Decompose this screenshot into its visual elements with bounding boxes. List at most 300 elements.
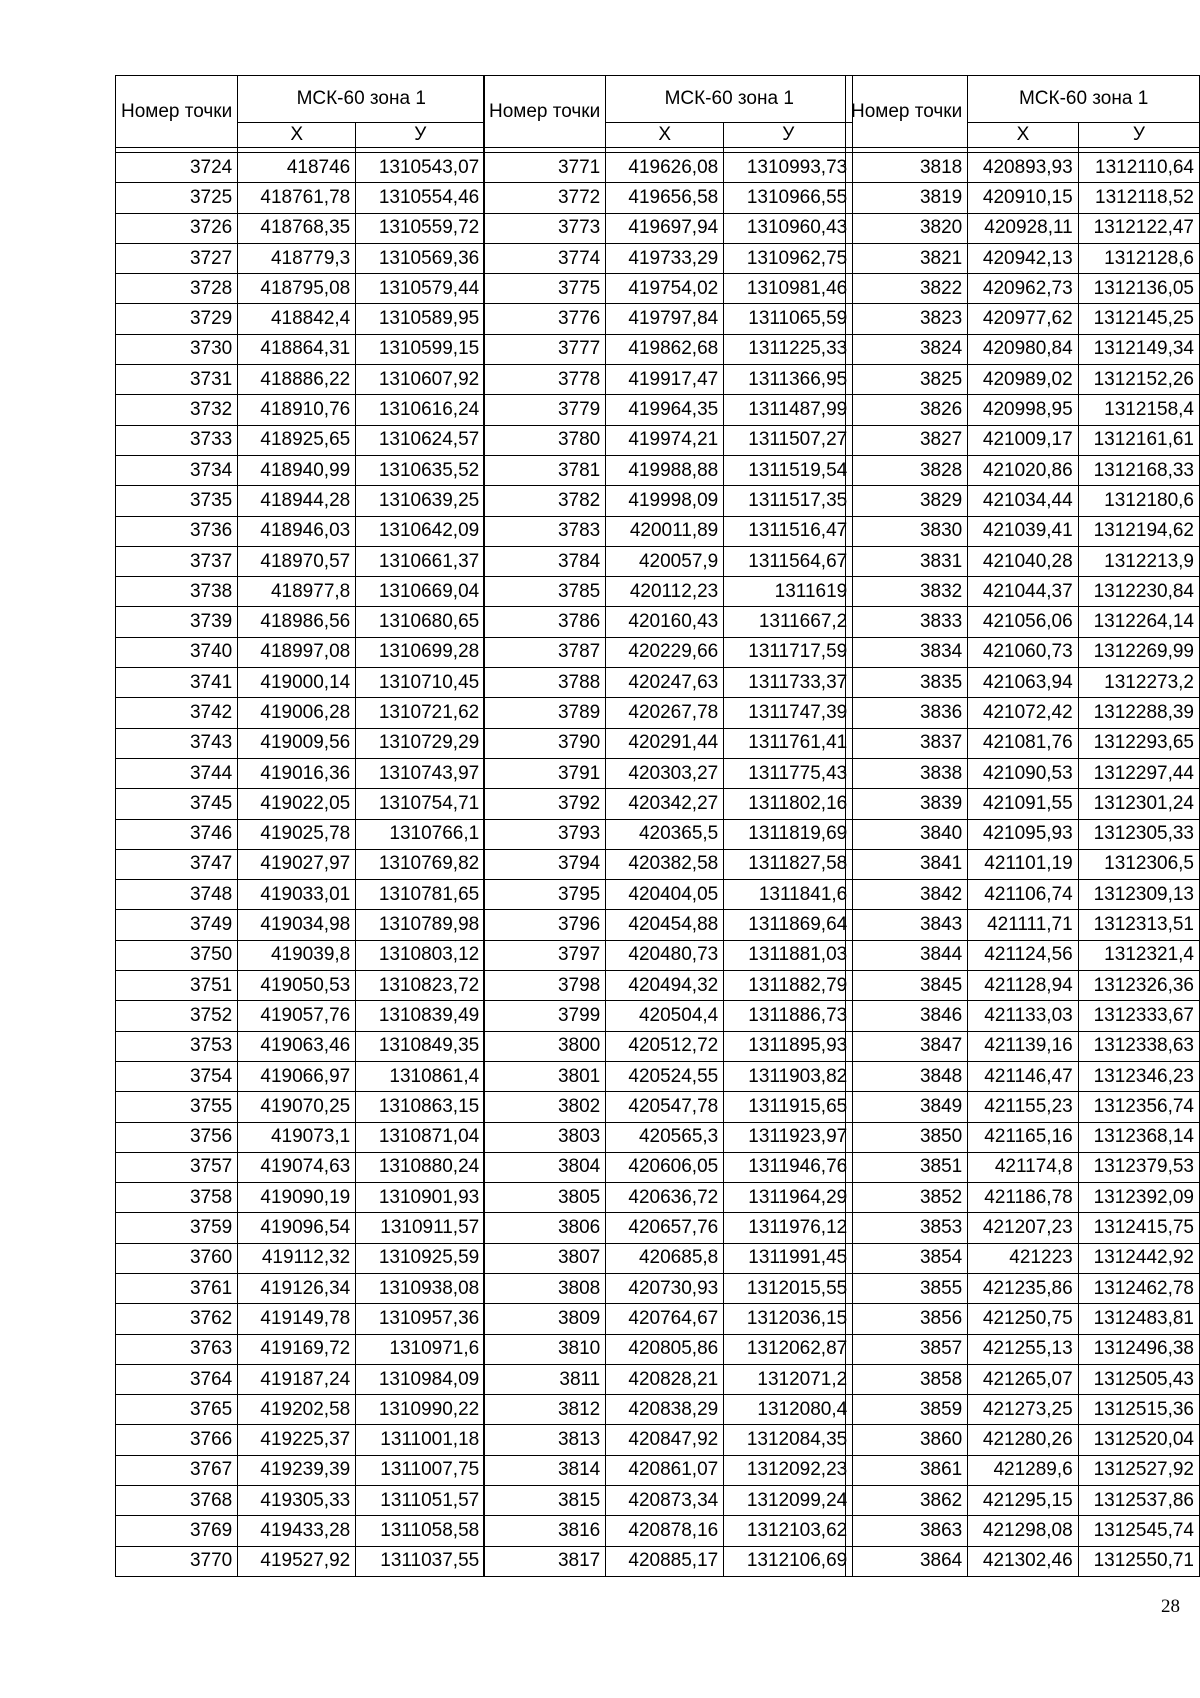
x-coordinate-cell: 421273,25 <box>968 1395 1078 1425</box>
point-number-cell: 3822 <box>846 274 968 304</box>
y-coordinate-cell: 1312071,2 <box>724 1364 853 1394</box>
table-row <box>846 1425 1200 1455</box>
y-coordinate-cell: 1312230,84 <box>1078 577 1199 607</box>
table-row <box>846 1122 1200 1152</box>
x-coordinate-cell: 419998,09 <box>606 486 724 516</box>
table-row <box>846 455 1200 485</box>
coordinate-system-header: МСК-60 зона 1 <box>238 76 485 123</box>
x-coordinate-cell: 421235,86 <box>968 1273 1078 1303</box>
y-coordinate-cell: 1311886,73 <box>724 1001 853 1031</box>
x-coordinate-cell: 418986,56 <box>238 607 356 637</box>
coordinate-system-header: МСК-60 зона 1 <box>606 76 853 123</box>
y-coordinate-cell: 1310966,55 <box>724 183 853 213</box>
point-number-cell: 3856 <box>846 1304 968 1334</box>
x-coordinate-cell: 421289,6 <box>968 1455 1078 1485</box>
point-number-cell: 3727 <box>116 243 238 273</box>
table-row <box>484 153 853 183</box>
y-coordinate-cell: 1310849,35 <box>356 1031 485 1061</box>
table-row <box>116 819 485 849</box>
x-coordinate-cell: 420494,32 <box>606 971 724 1001</box>
point-number-cell: 3755 <box>116 1092 238 1122</box>
point-number-cell: 3849 <box>846 1092 968 1122</box>
y-coordinate-cell: 1310559,72 <box>356 213 485 243</box>
point-number-cell: 3809 <box>484 1304 606 1334</box>
x-coordinate-cell: 421101,19 <box>968 849 1078 879</box>
x-coordinate-cell: 420910,15 <box>968 183 1078 213</box>
point-number-cell: 3832 <box>846 577 968 607</box>
y-coordinate-cell: 1312379,53 <box>1078 1152 1199 1182</box>
x-coordinate-cell: 419066,97 <box>238 1061 356 1091</box>
x-coordinate-cell: 421255,13 <box>968 1334 1078 1364</box>
table-row <box>484 819 853 849</box>
x-coordinate-cell: 418925,65 <box>238 425 356 455</box>
table-row <box>484 1183 853 1213</box>
table-row <box>484 1152 853 1182</box>
table-row <box>846 365 1200 395</box>
x-coordinate-cell: 418977,8 <box>238 577 356 607</box>
y-coordinate-cell: 1312149,34 <box>1078 334 1199 364</box>
x-coordinate-cell: 421146,47 <box>968 1061 1078 1091</box>
x-coordinate-cell: 419225,37 <box>238 1425 356 1455</box>
y-coordinate-cell: 1310699,28 <box>356 637 485 667</box>
point-number-cell: 3864 <box>846 1546 968 1576</box>
y-coordinate-cell: 1310839,49 <box>356 1001 485 1031</box>
table-row <box>484 668 853 698</box>
x-coordinate-cell: 418768,35 <box>238 213 356 243</box>
x-coordinate-cell: 418910,76 <box>238 395 356 425</box>
table-row <box>484 1455 853 1485</box>
table-row <box>846 971 1200 1001</box>
table-row <box>116 940 485 970</box>
table-row <box>846 1001 1200 1031</box>
point-number-cell: 3806 <box>484 1213 606 1243</box>
y-coordinate-cell: 1311841,6 <box>724 880 853 910</box>
table-row <box>484 728 853 758</box>
point-number-cell: 3765 <box>116 1395 238 1425</box>
y-coordinate-cell: 1312099,24 <box>724 1486 853 1516</box>
y-coordinate-cell: 1311991,45 <box>724 1243 853 1273</box>
point-number-cell: 3761 <box>116 1273 238 1303</box>
x-coordinate-cell: 419034,98 <box>238 910 356 940</box>
table-row <box>846 274 1200 304</box>
x-coordinate-cell: 419073,1 <box>238 1122 356 1152</box>
x-coordinate-cell: 421302,46 <box>968 1546 1078 1576</box>
table-row <box>484 425 853 455</box>
x-coordinate-cell: 419039,8 <box>238 940 356 970</box>
y-coordinate-cell: 1312442,92 <box>1078 1243 1199 1273</box>
table-row <box>484 334 853 364</box>
point-number-cell: 3792 <box>484 789 606 819</box>
table-body <box>116 153 485 1577</box>
table-row <box>484 1092 853 1122</box>
x-coordinate-cell: 421090,53 <box>968 758 1078 788</box>
table-row <box>846 334 1200 364</box>
table-row <box>116 1183 485 1213</box>
y-coordinate-cell: 1312128,6 <box>1078 243 1199 273</box>
table-row <box>116 1304 485 1334</box>
point-number-cell: 3817 <box>484 1546 606 1576</box>
point-number-cell: 3742 <box>116 698 238 728</box>
y-coordinate-cell: 1312136,05 <box>1078 274 1199 304</box>
y-coordinate-cell: 1310589,95 <box>356 304 485 334</box>
table-row <box>116 1273 485 1303</box>
y-coordinate-cell: 1311517,35 <box>724 486 853 516</box>
table-row <box>846 789 1200 819</box>
table-row <box>484 1516 853 1546</box>
y-coordinate-cell: 1310639,25 <box>356 486 485 516</box>
y-coordinate-cell: 1310616,24 <box>356 395 485 425</box>
x-coordinate-cell: 418970,57 <box>238 546 356 576</box>
table-row <box>484 1486 853 1516</box>
y-coordinate-cell: 1311507,27 <box>724 425 853 455</box>
table-row <box>116 213 485 243</box>
y-coordinate-cell: 1310624,57 <box>356 425 485 455</box>
y-coordinate-cell: 1312321,4 <box>1078 940 1199 970</box>
y-coordinate-cell: 1312527,92 <box>1078 1455 1199 1485</box>
table-row <box>484 1364 853 1394</box>
point-number-cell: 3807 <box>484 1243 606 1273</box>
table-row <box>846 1486 1200 1516</box>
point-number-cell: 3826 <box>846 395 968 425</box>
x-coordinate-cell: 420885,17 <box>606 1546 724 1576</box>
y-coordinate-cell: 1312103,62 <box>724 1516 853 1546</box>
x-coordinate-cell: 420861,07 <box>606 1455 724 1485</box>
y-coordinate-cell: 1311051,57 <box>356 1486 485 1516</box>
y-coordinate-cell: 1310766,1 <box>356 819 485 849</box>
x-coordinate-cell: 419733,29 <box>606 243 724 273</box>
x-coordinate-cell: 420989,02 <box>968 365 1078 395</box>
table-row <box>846 1031 1200 1061</box>
y-coordinate-cell: 1310789,98 <box>356 910 485 940</box>
x-coordinate-cell: 420657,76 <box>606 1213 724 1243</box>
table-row <box>116 1425 485 1455</box>
point-number-cell: 3855 <box>846 1273 968 1303</box>
y-coordinate-cell: 1312194,62 <box>1078 516 1199 546</box>
table-row <box>116 425 485 455</box>
table-row <box>116 1031 485 1061</box>
point-number-cell: 3739 <box>116 607 238 637</box>
x-coordinate-cell: 419187,24 <box>238 1364 356 1394</box>
point-number-cell: 3754 <box>116 1061 238 1091</box>
x-coordinate-cell: 421091,55 <box>968 789 1078 819</box>
x-coordinate-cell: 419988,88 <box>606 455 724 485</box>
table-body <box>484 153 853 1577</box>
y-coordinate-cell: 1312288,39 <box>1078 698 1199 728</box>
x-coordinate-cell: 419862,68 <box>606 334 724 364</box>
point-number-cell: 3790 <box>484 728 606 758</box>
point-number-cell: 3851 <box>846 1152 968 1182</box>
y-coordinate-cell: 1310960,43 <box>724 213 853 243</box>
table-row <box>116 1546 485 1576</box>
point-number-cell: 3804 <box>484 1152 606 1182</box>
x-coordinate-cell: 420512,72 <box>606 1031 724 1061</box>
point-number-cell: 3793 <box>484 819 606 849</box>
x-coordinate-cell: 419239,39 <box>238 1455 356 1485</box>
table-row <box>484 607 853 637</box>
x-coordinate-cell: 419917,47 <box>606 365 724 395</box>
table-row <box>116 1516 485 1546</box>
x-coordinate-cell: 420685,8 <box>606 1243 724 1273</box>
table-body <box>846 153 1200 1577</box>
y-coordinate-cell: 1310599,15 <box>356 334 485 364</box>
x-coordinate-cell: 421155,23 <box>968 1092 1078 1122</box>
table-row <box>846 1364 1200 1394</box>
table-row <box>846 546 1200 576</box>
point-number-cell: 3758 <box>116 1183 238 1213</box>
x-header: X <box>606 123 724 148</box>
y-coordinate-cell: 1312161,61 <box>1078 425 1199 455</box>
table-row <box>116 1455 485 1485</box>
point-number-cell: 3829 <box>846 486 968 516</box>
y-coordinate-cell: 1312306,5 <box>1078 849 1199 879</box>
table-row <box>116 880 485 910</box>
x-coordinate-cell: 419016,36 <box>238 758 356 788</box>
table-row <box>846 577 1200 607</box>
table-row <box>484 243 853 273</box>
x-coordinate-cell: 418940,99 <box>238 455 356 485</box>
y-coordinate-cell: 1310743,97 <box>356 758 485 788</box>
x-coordinate-cell: 420847,92 <box>606 1425 724 1455</box>
table-row <box>116 758 485 788</box>
point-number-header: Номер точки <box>484 76 606 148</box>
table-row <box>846 1304 1200 1334</box>
y-coordinate-cell: 1310981,46 <box>724 274 853 304</box>
x-coordinate-cell: 419433,28 <box>238 1516 356 1546</box>
x-coordinate-cell: 420805,86 <box>606 1334 724 1364</box>
point-number-cell: 3820 <box>846 213 968 243</box>
y-coordinate-cell: 1310680,65 <box>356 607 485 637</box>
y-coordinate-cell: 1312309,13 <box>1078 880 1199 910</box>
x-coordinate-cell: 420980,84 <box>968 334 1078 364</box>
point-number-cell: 3746 <box>116 819 238 849</box>
point-number-cell: 3810 <box>484 1334 606 1364</box>
y-coordinate-cell: 1311827,58 <box>724 849 853 879</box>
table-row <box>846 1516 1200 1546</box>
table-row <box>484 213 853 243</box>
point-number-cell: 3797 <box>484 940 606 970</box>
table-row <box>116 607 485 637</box>
table-row <box>484 789 853 819</box>
point-number-cell: 3798 <box>484 971 606 1001</box>
x-coordinate-cell: 419009,56 <box>238 728 356 758</box>
x-coordinate-cell: 420303,27 <box>606 758 724 788</box>
x-coordinate-cell: 421106,74 <box>968 880 1078 910</box>
point-number-cell: 3831 <box>846 546 968 576</box>
x-coordinate-cell: 421034,44 <box>968 486 1078 516</box>
x-coordinate-cell: 420998,95 <box>968 395 1078 425</box>
table-row <box>484 455 853 485</box>
x-coordinate-cell: 419112,32 <box>238 1243 356 1273</box>
point-number-cell: 3788 <box>484 668 606 698</box>
y-coordinate-cell: 1310554,46 <box>356 183 485 213</box>
x-coordinate-cell: 421040,28 <box>968 546 1078 576</box>
point-number-cell: 3736 <box>116 516 238 546</box>
x-coordinate-cell: 421072,42 <box>968 698 1078 728</box>
y-coordinate-cell: 1310971,6 <box>356 1334 485 1364</box>
y-coordinate-cell: 1310962,75 <box>724 243 853 273</box>
point-number-cell: 3824 <box>846 334 968 364</box>
table-row <box>116 1213 485 1243</box>
point-number-cell: 3741 <box>116 668 238 698</box>
y-coordinate-cell: 1312550,71 <box>1078 1546 1199 1576</box>
x-coordinate-cell: 419797,84 <box>606 304 724 334</box>
table-row <box>484 1213 853 1243</box>
table-row <box>846 880 1200 910</box>
table-row <box>484 486 853 516</box>
table-row <box>846 1152 1200 1182</box>
table-row <box>846 213 1200 243</box>
point-number-cell: 3781 <box>484 455 606 485</box>
point-number-cell: 3735 <box>116 486 238 516</box>
table-row <box>484 1334 853 1364</box>
point-number-cell: 3842 <box>846 880 968 910</box>
y-coordinate-cell: 1310911,57 <box>356 1213 485 1243</box>
point-number-cell: 3791 <box>484 758 606 788</box>
table-row <box>846 1273 1200 1303</box>
y-coordinate-cell: 1312273,2 <box>1078 668 1199 698</box>
point-number-cell: 3764 <box>116 1364 238 1394</box>
point-number-cell: 3862 <box>846 1486 968 1516</box>
x-coordinate-cell: 420057,9 <box>606 546 724 576</box>
point-number-cell: 3833 <box>846 607 968 637</box>
table-row <box>846 395 1200 425</box>
y-coordinate-cell: 1311915,65 <box>724 1092 853 1122</box>
y-coordinate-cell: 1310984,09 <box>356 1364 485 1394</box>
x-coordinate-cell: 418842,4 <box>238 304 356 334</box>
y-coordinate-cell: 1311775,43 <box>724 758 853 788</box>
point-number-cell: 3796 <box>484 910 606 940</box>
table-row <box>116 546 485 576</box>
point-number-cell: 3770 <box>116 1546 238 1576</box>
x-coordinate-cell: 420962,73 <box>968 274 1078 304</box>
y-coordinate-cell: 1312545,74 <box>1078 1516 1199 1546</box>
coordinate-system-header: МСК-60 зона 1 <box>968 76 1200 123</box>
y-coordinate-cell: 1312062,87 <box>724 1334 853 1364</box>
x-coordinate-cell: 421128,94 <box>968 971 1078 1001</box>
coordinates-table-1 <box>115 75 485 1577</box>
point-number-cell: 3725 <box>116 183 238 213</box>
y-header: У <box>1078 123 1199 148</box>
y-coordinate-cell: 1310925,59 <box>356 1243 485 1273</box>
coordinates-table-2 <box>483 75 853 1577</box>
x-coordinate-cell: 420112,23 <box>606 577 724 607</box>
table-row <box>846 486 1200 516</box>
table-row <box>846 1092 1200 1122</box>
x-coordinate-cell: 420267,78 <box>606 698 724 728</box>
point-number-cell: 3769 <box>116 1516 238 1546</box>
point-number-cell: 3821 <box>846 243 968 273</box>
y-coordinate-cell: 1312264,14 <box>1078 607 1199 637</box>
point-number-cell: 3743 <box>116 728 238 758</box>
x-coordinate-cell: 420873,34 <box>606 1486 724 1516</box>
y-coordinate-cell: 1310938,08 <box>356 1273 485 1303</box>
x-coordinate-cell: 421095,93 <box>968 819 1078 849</box>
table-row <box>484 1304 853 1334</box>
y-coordinate-cell: 1310710,45 <box>356 668 485 698</box>
table-row <box>116 1334 485 1364</box>
table-row <box>484 637 853 667</box>
table-row <box>484 758 853 788</box>
table-row <box>484 880 853 910</box>
y-coordinate-cell: 1310957,36 <box>356 1304 485 1334</box>
table-row <box>116 274 485 304</box>
x-coordinate-cell: 419626,08 <box>606 153 724 183</box>
point-number-cell: 3850 <box>846 1122 968 1152</box>
x-coordinate-cell: 419096,54 <box>238 1213 356 1243</box>
table-row <box>116 789 485 819</box>
point-number-cell: 3819 <box>846 183 968 213</box>
table-row <box>846 849 1200 879</box>
point-number-cell: 3753 <box>116 1031 238 1061</box>
x-coordinate-cell: 418795,08 <box>238 274 356 304</box>
y-coordinate-cell: 1311366,95 <box>724 365 853 395</box>
y-coordinate-cell: 1310669,04 <box>356 577 485 607</box>
y-coordinate-cell: 1312415,75 <box>1078 1213 1199 1243</box>
y-coordinate-cell: 1312084,35 <box>724 1425 853 1455</box>
y-coordinate-cell: 1310861,4 <box>356 1061 485 1091</box>
y-coordinate-cell: 1312462,78 <box>1078 1273 1199 1303</box>
point-number-header: Номер точки <box>116 76 238 148</box>
point-number-cell: 3784 <box>484 546 606 576</box>
table-row <box>846 153 1200 183</box>
y-coordinate-cell: 1312122,47 <box>1078 213 1199 243</box>
x-coordinate-cell: 419169,72 <box>238 1334 356 1364</box>
x-coordinate-cell: 420011,89 <box>606 516 724 546</box>
point-number-cell: 3861 <box>846 1455 968 1485</box>
table-row <box>116 304 485 334</box>
x-coordinate-cell: 419025,78 <box>238 819 356 849</box>
x-coordinate-cell: 418746 <box>238 153 356 183</box>
point-number-cell: 3752 <box>116 1001 238 1031</box>
point-number-cell: 3730 <box>116 334 238 364</box>
table-row <box>116 637 485 667</box>
point-number-cell: 3795 <box>484 880 606 910</box>
x-coordinate-cell: 420893,93 <box>968 153 1078 183</box>
y-coordinate-cell: 1312145,25 <box>1078 304 1199 334</box>
point-number-cell: 3828 <box>846 455 968 485</box>
point-number-cell: 3733 <box>116 425 238 455</box>
table-row <box>846 819 1200 849</box>
y-coordinate-cell: 1311976,12 <box>724 1213 853 1243</box>
point-number-cell: 3728 <box>116 274 238 304</box>
table-row <box>484 910 853 940</box>
point-number-cell: 3837 <box>846 728 968 758</box>
point-number-cell: 3789 <box>484 698 606 728</box>
table-row <box>846 758 1200 788</box>
x-coordinate-cell: 420928,11 <box>968 213 1078 243</box>
point-number-cell: 3745 <box>116 789 238 819</box>
y-coordinate-cell: 1311903,82 <box>724 1061 853 1091</box>
point-number-cell: 3737 <box>116 546 238 576</box>
point-number-cell: 3827 <box>846 425 968 455</box>
y-coordinate-cell: 1312301,24 <box>1078 789 1199 819</box>
page-number: 28 <box>1161 1596 1180 1617</box>
y-coordinate-cell: 1310579,44 <box>356 274 485 304</box>
y-coordinate-cell: 1311065,59 <box>724 304 853 334</box>
point-number-cell: 3818 <box>846 153 968 183</box>
y-coordinate-cell: 1311881,03 <box>724 940 853 970</box>
point-number-cell: 3857 <box>846 1334 968 1364</box>
table-row <box>484 395 853 425</box>
point-number-cell: 3744 <box>116 758 238 788</box>
table-row <box>846 1061 1200 1091</box>
point-number-cell: 3803 <box>484 1122 606 1152</box>
point-number-cell: 3863 <box>846 1516 968 1546</box>
x-coordinate-cell: 418761,78 <box>238 183 356 213</box>
table-row <box>484 274 853 304</box>
table-row <box>116 1152 485 1182</box>
x-coordinate-cell: 419656,58 <box>606 183 724 213</box>
